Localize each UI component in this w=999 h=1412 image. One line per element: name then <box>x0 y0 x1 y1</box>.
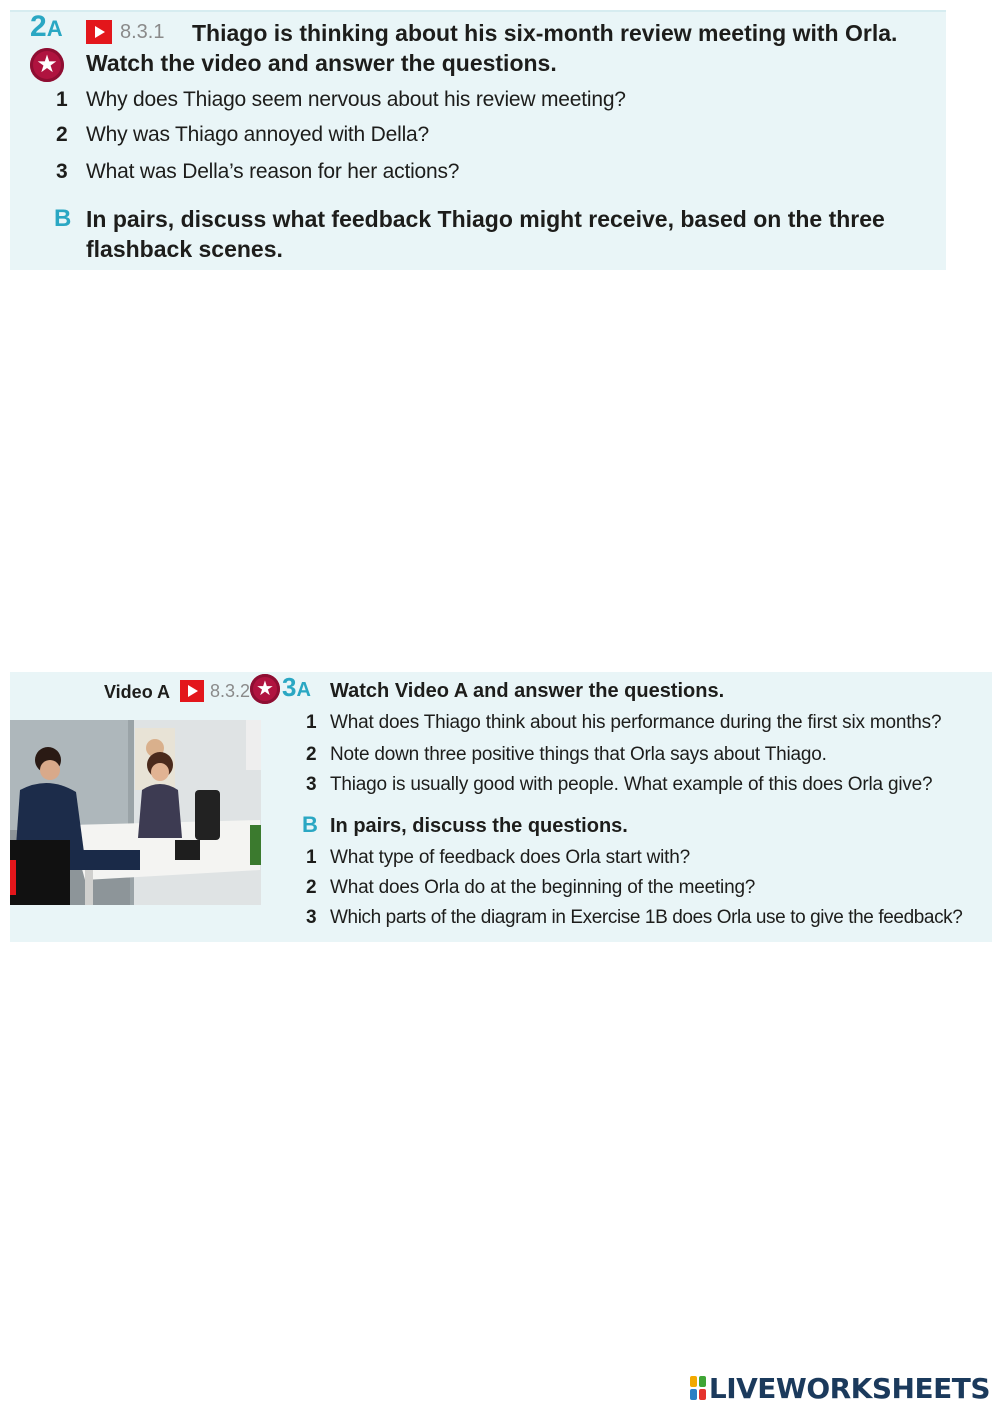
logo-text: LIVEWORKSHEETS <box>708 1371 990 1405</box>
part-b-heading-line1: In pairs, discuss what feedback Thiago might receive, based on the three <box>86 206 885 232</box>
exercise-3-heading: Watch Video A and answer the questions. <box>330 680 725 702</box>
question-number: 2 <box>56 123 68 146</box>
question-text: What does Orla do at the beginning of the meeting? <box>330 877 756 898</box>
exercise-2-number: 2A <box>30 10 63 43</box>
question-number: 3 <box>306 774 317 795</box>
video-code: 8.3.2 <box>210 681 251 701</box>
play-video-icon[interactable] <box>180 680 204 702</box>
exercise-2-heading-line1: Thiago is thinking about his six-month review meeting with Orla. <box>192 20 898 46</box>
question-number: 1 <box>56 88 68 111</box>
question-number: 1 <box>306 712 317 733</box>
question-number: 2 <box>306 877 317 898</box>
video-thumbnail[interactable] <box>10 720 261 905</box>
question-text: Why was Thiago annoyed with Della? <box>86 123 430 146</box>
exercise-2-panel <box>10 10 946 270</box>
exercise-3-panel <box>10 672 992 942</box>
office-meeting-image <box>10 720 261 905</box>
liveworksheets-logo <box>690 1372 990 1404</box>
part-b-heading-line2: flashback scenes. <box>86 236 283 262</box>
question-number: 3 <box>306 907 317 928</box>
star-icon: ★ <box>30 48 64 82</box>
exercise-3-number: 3A <box>282 672 311 702</box>
part-b-label: B <box>54 205 72 232</box>
question-text: Note down three positive things that Orla says about Thiago. <box>330 744 827 765</box>
part-b-label: B <box>302 812 318 837</box>
question-number: 3 <box>56 160 68 183</box>
question-text: Thiago is usually good with people. What example of this does Orla give? <box>330 774 933 795</box>
question-text: Why does Thiago seem nervous about his review meeting? <box>86 88 626 111</box>
exercise-2-heading-line2: Watch the video and answer the questions. <box>86 50 557 76</box>
question-number: 1 <box>306 847 317 868</box>
question-text: What was Della’s reason for her actions? <box>86 160 460 183</box>
play-video-icon[interactable] <box>86 20 112 44</box>
question-text: What does Thiago think about his performance during the first six months? <box>330 712 942 733</box>
video-label: Video A <box>104 682 171 702</box>
question-text: Which parts of the diagram in Exercise 1B does Orla use to give the feedback? <box>330 907 963 928</box>
part-b-heading: In pairs, discuss the questions. <box>330 815 628 837</box>
logo-mark-icon <box>690 1376 706 1400</box>
question-text: What type of feedback does Orla start with? <box>330 847 690 868</box>
question-number: 2 <box>306 744 317 765</box>
video-code: 8.3.1 <box>120 21 165 43</box>
star-icon: ★ <box>250 674 280 704</box>
